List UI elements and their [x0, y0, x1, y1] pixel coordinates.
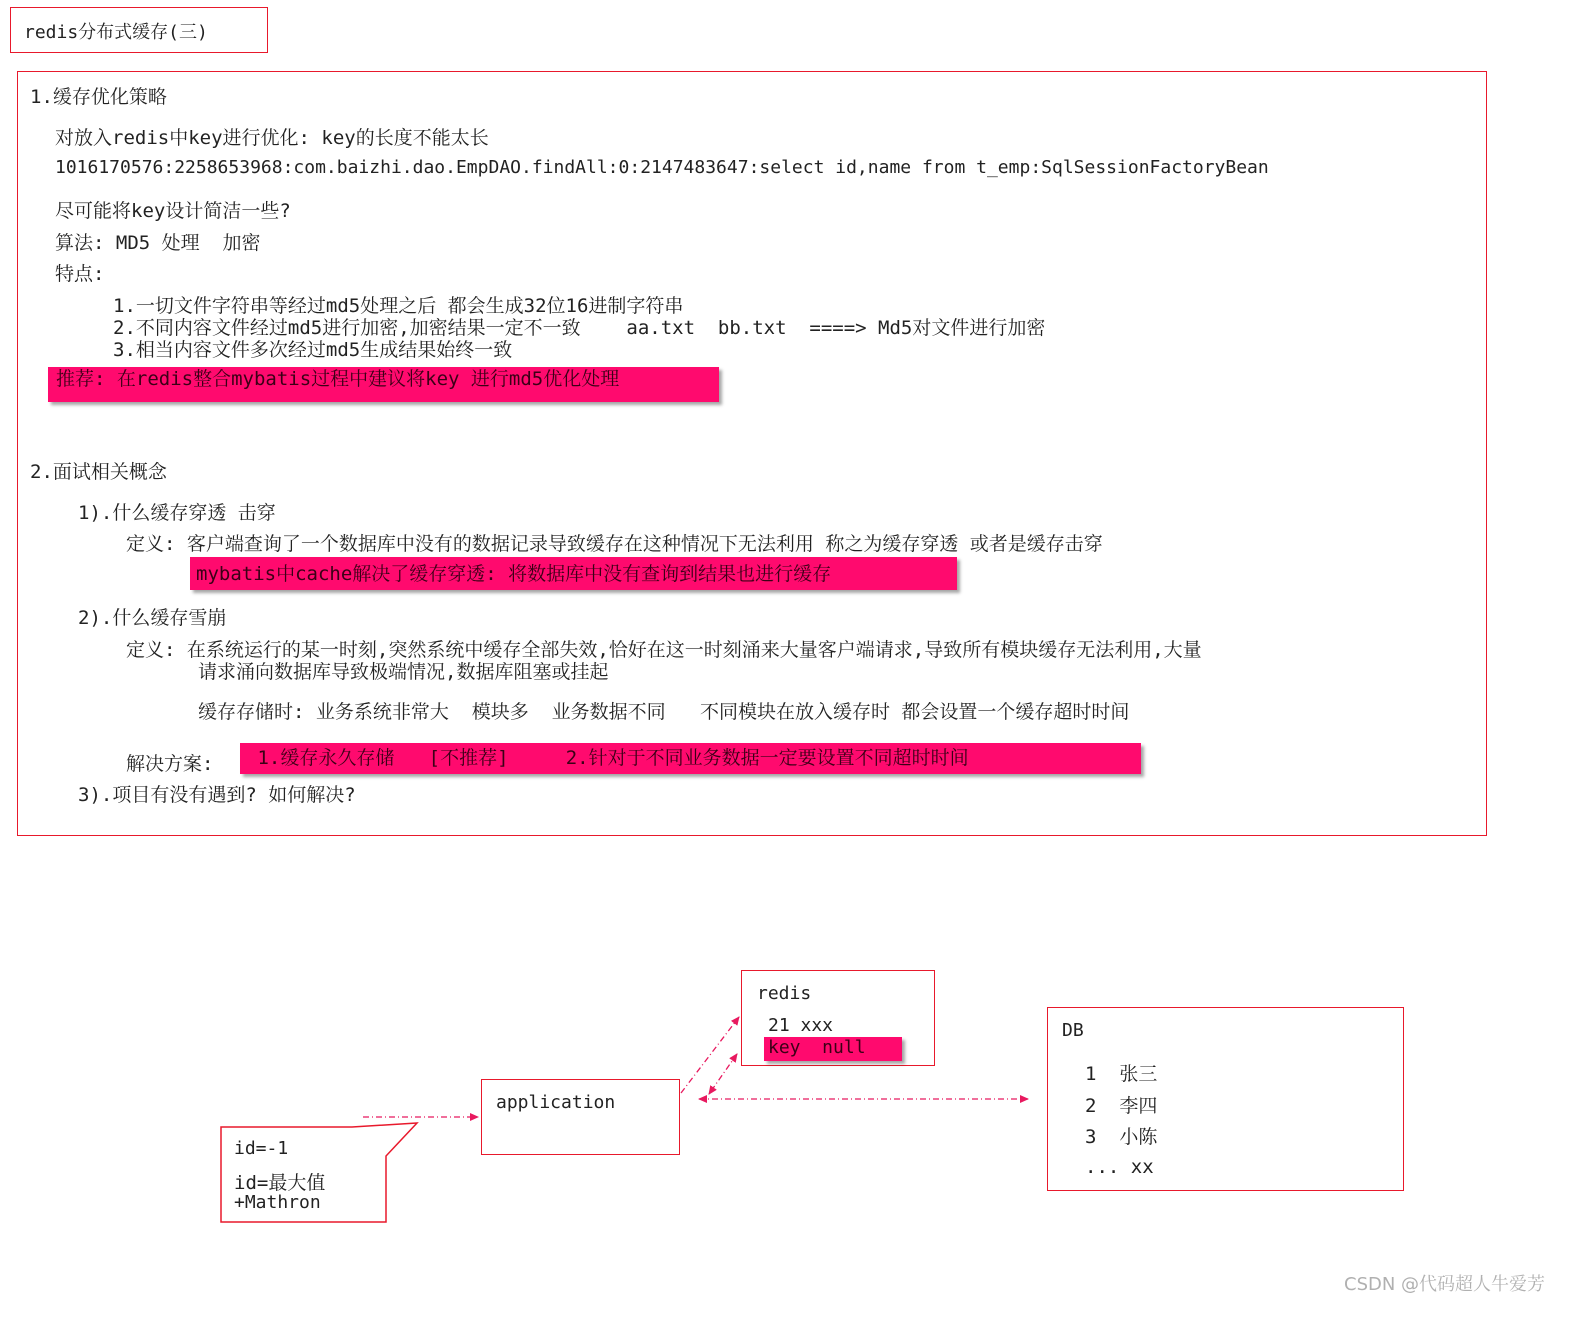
callout-line-1: id=-1: [234, 1138, 289, 1159]
db-row-2: 2 李四: [1085, 1095, 1158, 1117]
arrow-redis-to-application: [709, 1054, 737, 1094]
db-row-3: 3 小陈: [1085, 1126, 1158, 1148]
section1-line1: 对放入redis中key进行优化: key的长度不能太长: [55, 127, 489, 149]
page-title: redis分布式缓存(三): [24, 22, 208, 43]
db-title: DB: [1062, 1020, 1084, 1041]
application-label: application: [496, 1092, 616, 1113]
question-2-note: 缓存存储时: 业务系统非常大 模块多 业务数据不同 不同模块在放入缓存时 都会设置一个缓存超时时间: [198, 701, 1130, 723]
feature-point-1: 1.一切文件字符串等经过md5处理之后 都会生成32位16进制字符串: [113, 295, 684, 317]
question-3: 3).项目有没有遇到? 如何解决?: [78, 784, 356, 806]
section1-line3: 算法: MD5 处理 加密: [55, 232, 261, 254]
feature-point-2: 2.不同内容文件经过md5进行加密,加密结果一定不一致 aa.txt bb.txt ====> Md5对文件进行加密: [113, 317, 1046, 339]
section1-heading: 1.缓存优化策略: [30, 86, 167, 108]
arrow-application-to-redis: [681, 1017, 739, 1093]
redis-row-1: 21 xxx: [768, 1015, 834, 1036]
section2-heading: 2.面试相关概念: [30, 461, 167, 483]
question-1: 1).什么缓存穿透 击穿: [78, 502, 276, 524]
section1-line2: 尽可能将key设计简洁一些?: [55, 200, 291, 222]
db-row-4: ... xx: [1085, 1156, 1154, 1178]
redis-row-2-highlight: key null: [764, 1037, 902, 1061]
question-2-definition-line2: 请求涌向数据库导致极端情况,数据库阻塞或挂起: [198, 661, 609, 683]
question-2-definition-line1: 定义: 在系统运行的某一时刻,突然系统中缓存全部失效,恰好在这一时刻涌来大量客户端请求,导致所有模块缓存无法利用,大量: [126, 639, 1202, 661]
key-example: 1016170576:2258653968:com.baizhi.dao.EmpDAO.findAll:0:2147483647:select id,name from t_emp:SqlSessionFactoryBean: [55, 157, 1269, 178]
callout-line-3: +Mathron: [234, 1192, 321, 1213]
db-row-1: 1 张三: [1085, 1063, 1158, 1085]
question-2-solution-label: 解决方案:: [126, 753, 214, 775]
question-1-definition: 定义: 客户端查询了一个数据库中没有的数据记录导致缓存在这种情况下无法利用 称之为缓存穿透 或者是缓存击穿: [126, 533, 1103, 555]
redis-title: redis: [757, 983, 812, 1004]
question-2-solution-highlight: 1.缓存永久存储 [不推荐] 2.针对于不同业务数据一定要设置不同超时时间: [240, 743, 1141, 774]
callout-line-2: id=最大值: [234, 1172, 326, 1194]
section1-line4: 特点:: [55, 263, 105, 285]
recommend-highlight: 推荐: 在redis整合mybatis过程中建议将key 进行md5优化处理: [48, 367, 719, 402]
question-2: 2).什么缓存雪崩: [78, 607, 227, 629]
question-1-solution-highlight: mybatis中cache解决了缓存穿透: 将数据库中没有查询到结果也进行缓存: [190, 557, 957, 590]
feature-point-3: 3.相当内容文件多次经过md5生成结果始终一致: [113, 339, 513, 361]
watermark: CSDN @代码超人牛爱芳: [1344, 1274, 1546, 1295]
